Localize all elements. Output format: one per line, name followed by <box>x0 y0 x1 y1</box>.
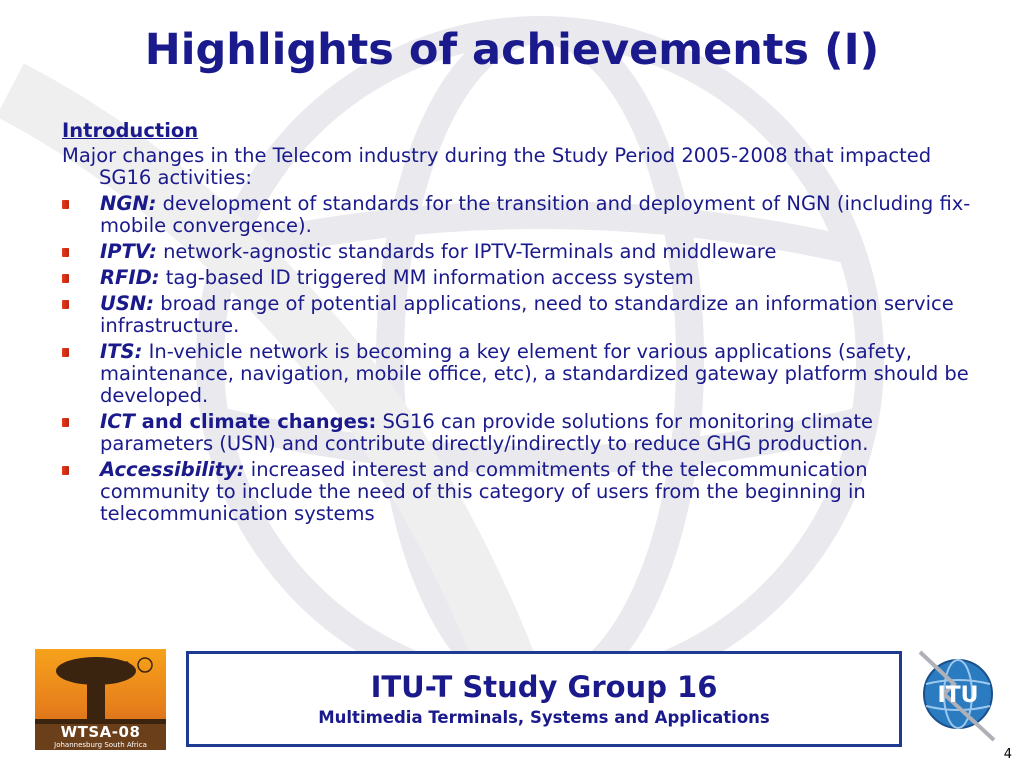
bullet-list <box>62 193 982 525</box>
bullet-item-iptv <box>62 241 982 263</box>
bullet-square-icon <box>62 248 69 257</box>
bullet-term: Accessibility: <box>100 458 245 481</box>
bullet-item-ict <box>62 411 982 455</box>
bullet-term: ITS: <box>100 340 143 363</box>
itu-logo-label: ITU <box>937 683 979 708</box>
bullet-square-icon <box>62 300 69 309</box>
bullet-item-usn <box>62 293 982 337</box>
bullet-term: RFID: <box>100 266 160 289</box>
wtsa-08-logo <box>35 649 166 750</box>
footer-title: ITU-T Study Group 16 <box>370 670 718 704</box>
bullet-item-its <box>62 341 982 407</box>
bullet-item-rfid <box>62 267 982 289</box>
itu-logo <box>914 650 998 746</box>
bullet-square-icon <box>62 418 69 427</box>
footer-box <box>186 651 902 747</box>
bullet-square-icon <box>62 200 69 209</box>
intro-text: Major changes in the Telecom industry during the Study Period 2005-2008 that impacted SG16 activities: <box>62 144 932 189</box>
content-area <box>62 120 982 529</box>
bullet-item-accessibility <box>62 459 982 525</box>
bullet-square-icon <box>62 466 69 475</box>
bullet-text: In-vehicle network is becoming a key element for various applications (safety, maintenance, navigation, mobile office, etc), a standardized gateway platform should be developed. <box>100 340 969 407</box>
section-heading: Introduction <box>62 119 199 142</box>
bullet-text: increased interest and commitments of the telecommunication community to include the need of this category of users from the beginning in telecommunication systems <box>100 458 868 525</box>
bullet-square-icon <box>62 348 69 357</box>
slide-title: Highlights of achievements (I) <box>144 25 880 75</box>
bullet-text: network-agnostic standards for IPTV-Terminals and middleware <box>156 240 777 263</box>
bullet-text: SG16 can provide solutions for monitoring climate parameters (USN) and contribute directly/indirectly to reduce GHG production. <box>100 410 874 455</box>
bullet-text: tag-based ID triggered MM information access system <box>159 266 694 289</box>
bullet-item-ngn <box>62 193 982 237</box>
bullet-term: IPTV: <box>100 240 157 263</box>
footer-subtitle: Multimedia Terminals, Systems and Applications <box>318 708 770 727</box>
bullet-square-icon <box>62 274 69 283</box>
bullet-text: broad range of potential applications, need to standardize an information service infrastructure. <box>100 292 954 337</box>
wtsa-sublabel: Johannesburg South Africa <box>54 741 147 749</box>
bullet-text: development of standards for the transition and deployment of NGN (including fix-mobile convergence). <box>100 192 971 237</box>
baobab-tree-icon <box>35 649 166 724</box>
page-number: 4 <box>1003 747 1012 762</box>
bullet-term: USN: <box>100 292 154 315</box>
bullet-term: ICT <box>100 410 135 433</box>
wtsa-label: WTSA-08 <box>60 723 141 741</box>
bullet-term: NGN: <box>100 192 157 215</box>
bullet-term-extra: and climate changes: <box>134 410 377 433</box>
